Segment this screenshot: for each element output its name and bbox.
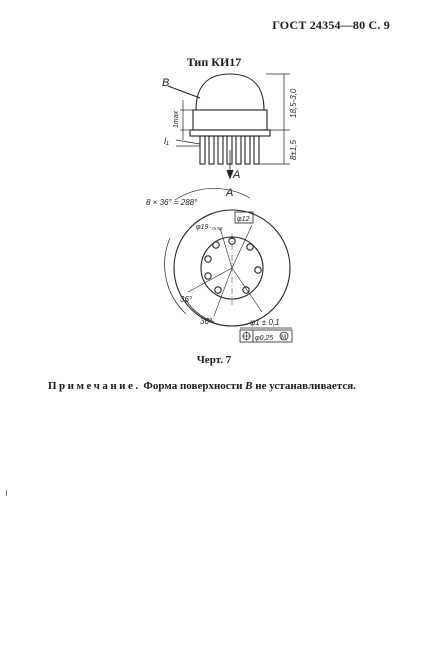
component-pins: [200, 136, 259, 164]
outer-diameter: φ12: [237, 216, 250, 223]
position-tolerance: φ0,25: [255, 335, 274, 342]
tolerance-modifier: М: [281, 335, 286, 341]
max-dimension: 1max: [173, 110, 180, 128]
view-label: А: [226, 187, 234, 199]
angle-dimension: 8 × 36° = 288°: [146, 198, 198, 207]
pin-diameter: φ1 ± 0,1: [250, 318, 280, 327]
component-body: [193, 110, 267, 130]
page-header: ГОСТ 24354—80 С. 9: [272, 18, 390, 32]
component-flange: [190, 130, 270, 136]
surface-letter: В: [162, 77, 170, 89]
margin-mark: [6, 490, 7, 496]
note: [48, 380, 356, 392]
figure-caption: Черт. 7: [196, 354, 232, 366]
height-dimension: 18,5-3,0: [289, 88, 298, 118]
angle-label-b: 36°: [200, 317, 213, 326]
view-arrow-label: А: [233, 169, 241, 181]
type-title: Тип КИ17: [186, 55, 242, 69]
component-dome: [196, 74, 264, 110]
l1-label: l₁: [164, 136, 169, 146]
pin-length-dimension: 8±1,5: [289, 140, 298, 160]
note-text-after: не устанавливается.: [252, 380, 356, 392]
note-letter: В: [245, 380, 253, 392]
angle-label-a: 36°: [180, 295, 193, 304]
note-text-before: Форма поверхности: [140, 380, 246, 392]
note-lead: Примечание.: [48, 380, 141, 392]
pitch-circle-dimension: φ19₋₀,₅₂: [196, 224, 223, 231]
